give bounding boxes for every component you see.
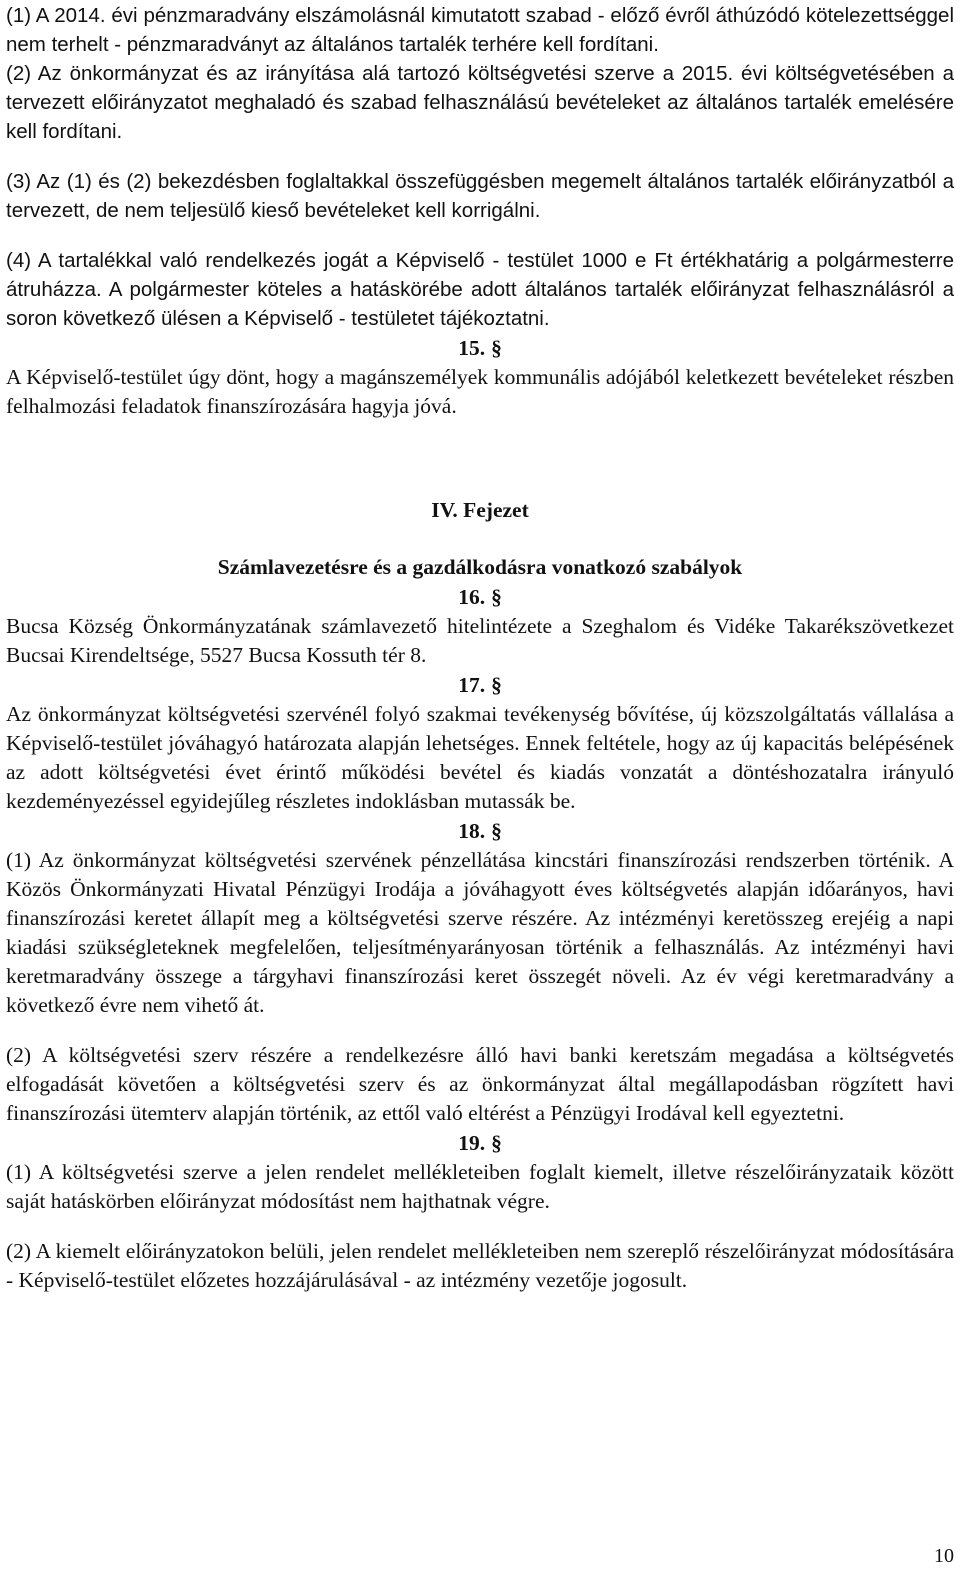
section-number: 17. [458,673,486,697]
spacer [6,146,954,167]
section-17-heading [6,670,954,700]
section-number: 19. [458,1131,486,1155]
section-number: 16. [458,585,486,609]
section-15-heading [6,333,954,363]
section-19-heading [6,1128,954,1158]
section-symbol: § [491,673,502,697]
chapter-title: Számlavezetésre és a gazdálkodásra vonatkozó szabályok [217,555,743,579]
paragraph-15: A Képviselő-testület úgy dönt, hogy a magánszemélyek kommunális adójából keletkezett bevételeket részben felhalmozási feladatok finanszírozására hagyja jóvá. [6,365,954,418]
page-number: 10 [934,1545,954,1567]
paragraph-19-2: (2) A kiemelt előirányzatokon belüli, jelen rendelet mellékleteiben nem szereplő részelőirányzat módosítására - Képviselő-testület előzetes hozzájárulásával - az intézmény vezetője jogosult. [6,1239,954,1292]
spacer [6,421,954,496]
section-number: 15. [458,336,486,360]
section-symbol: § [491,336,502,360]
section-16-heading [6,582,954,612]
paragraph-18-2: (2) A költségvetési szerv részére a rendelkezésre álló havi banki keretszám megadása a költségvetés elfogadását követően a költségvetési szerv és az önkormányzat által megállapodásban rögzített havi finanszírozási ütemterv alapján történik, az ettől való eltérést a Pénzügyi Irodával kell egyeztetni. [6,1043,954,1125]
section-18-heading [6,816,954,846]
paragraph-17: Az önkormányzat költségvetési szervénél folyó szakmai tevékenység bővítése, új közszolgáltatás vállalása a Képviselő-testület jóváhagyó határozata alapján lehetséges. Ennek feltétele, hogy az új kapacitás belépésének az adott költségvetési évet érintő működési bevétel és kiadás vonzatát a döntéshozatalra irányuló kezdeményezéssel egyidejűleg részletes indoklásban mutassák be. [6,702,954,813]
spacer [6,525,954,553]
spacer [6,1020,954,1041]
chapter-number: IV. Fejezet [431,498,529,522]
paragraph-16: Bucsa Község Önkormányzatának számlavezető hitelintézete a Szeghalom és Vidéke Takarékszövetkezet Bucsai Kirendeltsége, 5527 Bucsa Kossuth tér 8. [6,614,954,667]
spacer [6,1216,954,1237]
paragraph-19-1: (1) A költségvetési szerve a jelen rendelet mellékleteiben foglalt kiemelt, illetve részelőirányzataik között saját hatáskörben előirányzat módosítást nem hajthatnak végre. [6,1160,954,1213]
section-symbol: § [491,819,502,843]
paragraph-14-3: (3) Az (1) és (2) bekezdésben foglaltakkal összefüggésben megemelt általános tartalék előirányzatból a tervezett, de nem teljesülő kieső bevételeket kell korrigálni. [6,170,954,222]
spacer [6,225,954,246]
section-symbol: § [491,1131,502,1155]
paragraph-18-1: (1) Az önkormányzat költségvetési szervének pénzellátása kincstári finanszírozási rendszerben történik. A Közös Önkormányzati Hivatal Pénzügyi Irodája a jóváhagyott éves költségvetés alapján időarányos, havi finanszírozási keretet állapít meg a költségvetési szerve részére. Az intézményi keretösszeg erejéig a napi kiadási szükségleteknek megfelelően, teljesítményarányosan történik a felhasználás. Az intézményi havi keretmaradvány összege a tárgyhavi finanszírozási keret összegét növeli. Az év végi keretmaradvány a következő évre nem vihető át. [6,848,954,1017]
document-page [6,0,954,1295]
section-symbol: § [491,585,502,609]
paragraph-14-4: (4) A tartalékkal való rendelkezés jogát a Képviselő - testület 1000 e Ft értékhatárig a polgármesterre átruházza. A polgármester köteles a hatáskörébe adott általános tartalék előirányzat felhasználásról a soron következő ülésen a Képviselő - testületet tájékoztatni. [6,249,954,330]
paragraph-14-2: (2) Az önkormányzat és az irányítása alá tartozó költségvetési szerve a 2015. évi költségvetésében a tervezett előirányzatot meghaladó és szabad felhasználású bevételeket az általános tartalék emelésére kell fordítani. [6,62,954,143]
paragraph-14-1: (1) A 2014. évi pénzmaradvány elszámolásnál kimutatott szabad - előző évről áthúzódó kötelezettséggel nem terhelt - pénzmaradványt az általános tartalék terhére kell fordítani. [6,4,954,56]
section-number: 18. [458,819,486,843]
